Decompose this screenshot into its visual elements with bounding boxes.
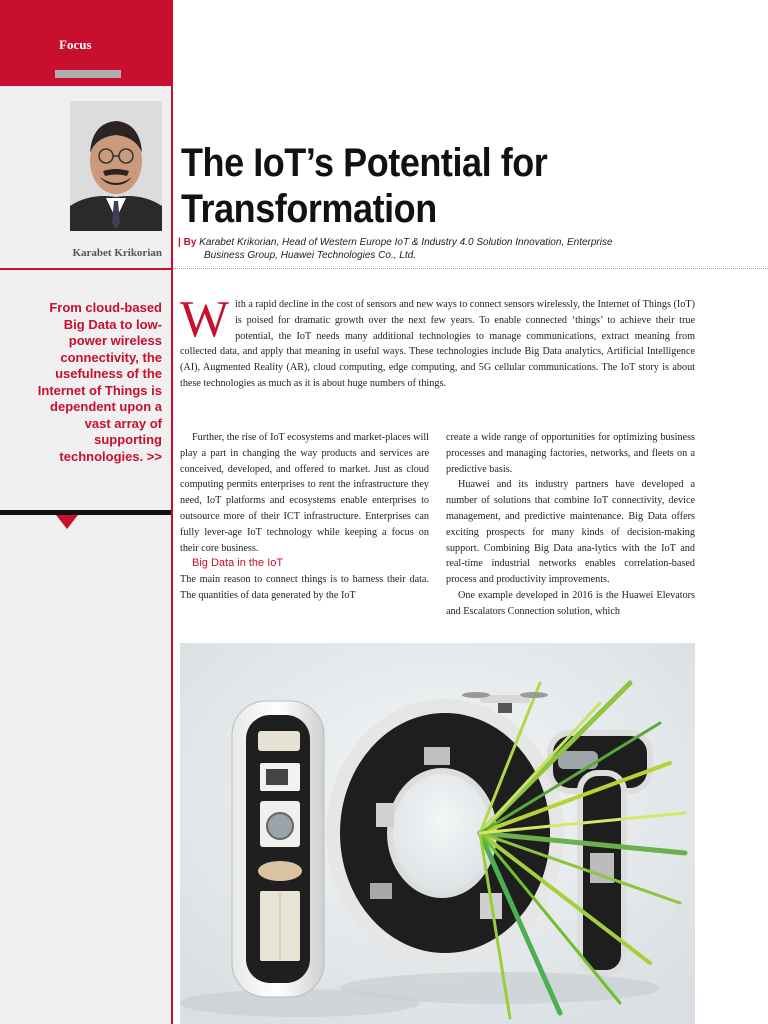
left-paragraph-2: The main reason to connect things is to harness their data. The quantities of data generated by the IoT bbox=[180, 574, 429, 601]
intro-paragraph bbox=[180, 291, 695, 392]
column-right bbox=[446, 430, 695, 620]
byline bbox=[178, 236, 698, 262]
iot-illustration bbox=[180, 643, 695, 1024]
right-paragraph-2: Huawei and its industry partners have developed a number of solutions that combine IoT connectivity, device management, and predictive maintenance. Big Data offers exciting prospects for many kinds of decision-making support. Combining Big Data ana-lytics with the IoT and real-time industrial networks enables correlation-based process and productivity improvements. bbox=[446, 479, 695, 586]
intro-text: ith a rapid decline in the cost of sensors and new ways to connect sensors wirelessly, the Internet of Things (IoT) is poised for dramatic growth over the next few years. To enable connected ‘things’ to achieve their true potential, the IoT needs many additional technologies to manage communications, extract meaning from collected data, and apply that meaning in useful ways. These technologies include Big Data analytics, Artificial Intelligence (AI), Augmented Reality (AR), cloud computing, edge computing, and 5G cellular communications. The IoT story is about these technologies as much as it is about huge numbers of things. bbox=[180, 299, 695, 389]
column-left bbox=[180, 430, 429, 604]
section-label: Focus bbox=[59, 37, 92, 52]
title-line-2: Transformation bbox=[181, 187, 437, 231]
byline-bar: | bbox=[178, 237, 181, 248]
byline-line-1: Karabet Krikorian, Head of Western Europe IoT & Industry 4.0 Solution Innovation, Enterprise bbox=[199, 237, 613, 248]
right-paragraph-1: create a wide range of opportunities for optimizing business processes and managing factories, networks, and fleets on a predictive basis. bbox=[446, 432, 695, 475]
pointer-triangle bbox=[56, 515, 78, 529]
header-divider bbox=[173, 268, 768, 269]
drop-cap: W bbox=[180, 291, 230, 348]
subhead: Big Data in the IoT bbox=[192, 557, 284, 570]
left-paragraph-1: Further, the rise of IoT ecosystems and market-places will play a part in changing the way products and services are conceived, developed, and offered to market. Just as cloud computing permits enterprises to rent the infrastructure they need, IoT platforms and ecosystems enable enterprises to outsource more of their ICT infrastructure. Enterprises can fully lever-age IoT technology while keeping a focus on their core business. bbox=[180, 432, 429, 554]
article-title bbox=[181, 140, 685, 232]
author-photo bbox=[70, 101, 162, 231]
byline-prefix: By bbox=[183, 237, 197, 248]
letter-o-shape bbox=[333, 706, 557, 960]
pull-quote: From cloud-based Big Data to low-power wireless connectivity, the usefulness of the Internet of Things is dependent upon a vast array of supporting technologies. >> bbox=[37, 300, 162, 464]
sidebar-rule bbox=[0, 268, 171, 270]
byline-line-2: Business Group, Huawei Technologies Co., Ltd. bbox=[204, 250, 416, 261]
letter-i-shape bbox=[232, 701, 324, 997]
author-caption: Karabet Krikorian bbox=[72, 247, 162, 259]
right-paragraph-3: One example developed in 2016 is the Huawei Elevators and Escalators Connection solution, which bbox=[446, 589, 695, 617]
sidebar-divider bbox=[171, 0, 173, 1024]
title-line-1: The IoT’s Potential for bbox=[181, 141, 548, 185]
pull-quote-rule bbox=[0, 510, 171, 515]
